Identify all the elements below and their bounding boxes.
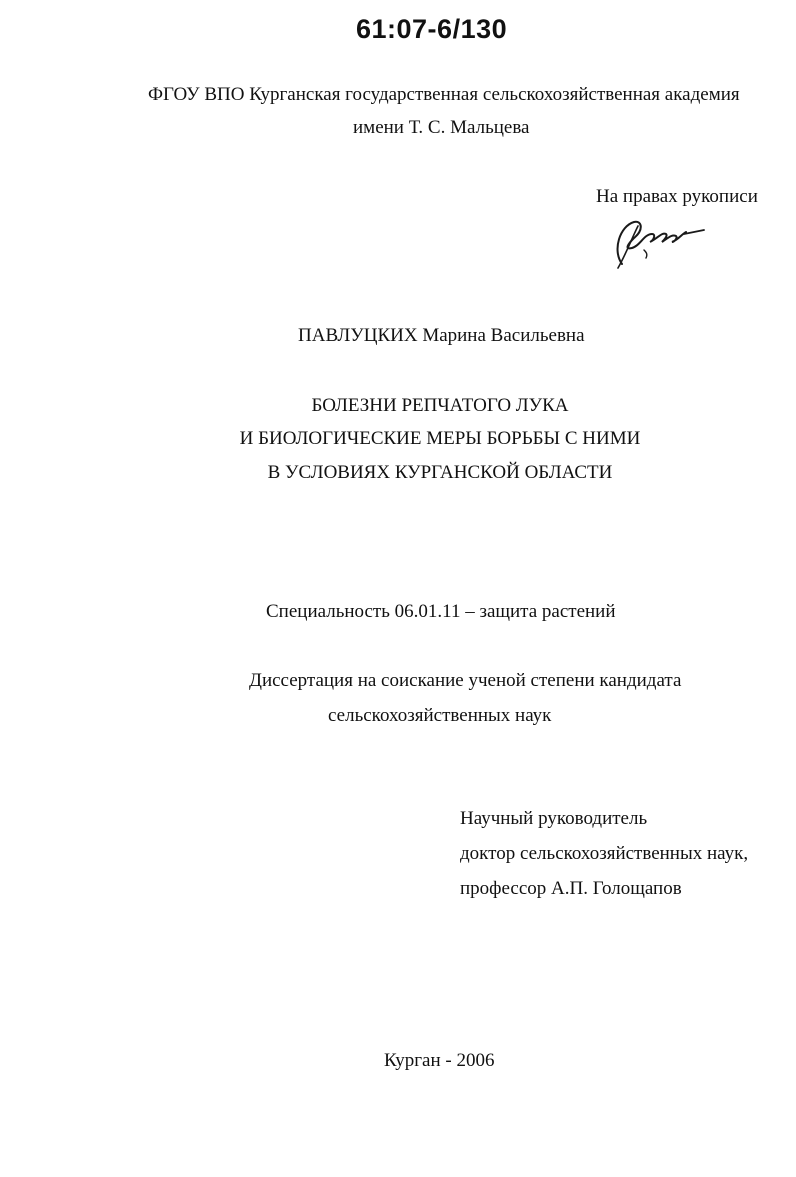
institution-line-1: ФГОУ ВПО Курганская государственная сельскохозяйственная академия xyxy=(148,84,740,105)
author-name: ПАВЛУЦКИХ Марина Васильевна xyxy=(298,325,585,346)
supervisor-line-2: доктор сельскохозяйственных наук, xyxy=(460,843,749,864)
signature-icon xyxy=(604,204,714,274)
supervisor-line-3: профессор А.П. Голощапов xyxy=(460,878,682,899)
handwritten-signature xyxy=(604,204,714,274)
dissertation-title-line-2: И БИОЛОГИЧЕСКИЕ МЕРЫ БОРЬБЫ С НИМИ xyxy=(239,428,641,449)
dissertation-title-line-1: БОЛЕЗНИ РЕПЧАТОГО ЛУКА xyxy=(311,395,569,416)
dissertation-degree-line-2: сельскохозяйственных наук xyxy=(328,705,552,726)
dissertation-title-line-3: В УСЛОВИЯХ КУРГАНСКОЙ ОБЛАСТИ xyxy=(267,462,613,483)
supervisor-line-1: Научный руководитель xyxy=(460,808,648,829)
place-and-year: Курган - 2006 xyxy=(384,1050,495,1071)
manuscript-note: На правах рукописи xyxy=(596,186,758,207)
institution-line-2: имени Т. С. Мальцева xyxy=(353,117,530,138)
dissertation-degree-line-1: Диссертация на соискание ученой степени кандидата xyxy=(249,670,682,691)
specialty: Специальность 06.01.11 – защита растений xyxy=(266,601,616,622)
archive-stamp-number: 61:07-6/130 xyxy=(356,14,508,44)
